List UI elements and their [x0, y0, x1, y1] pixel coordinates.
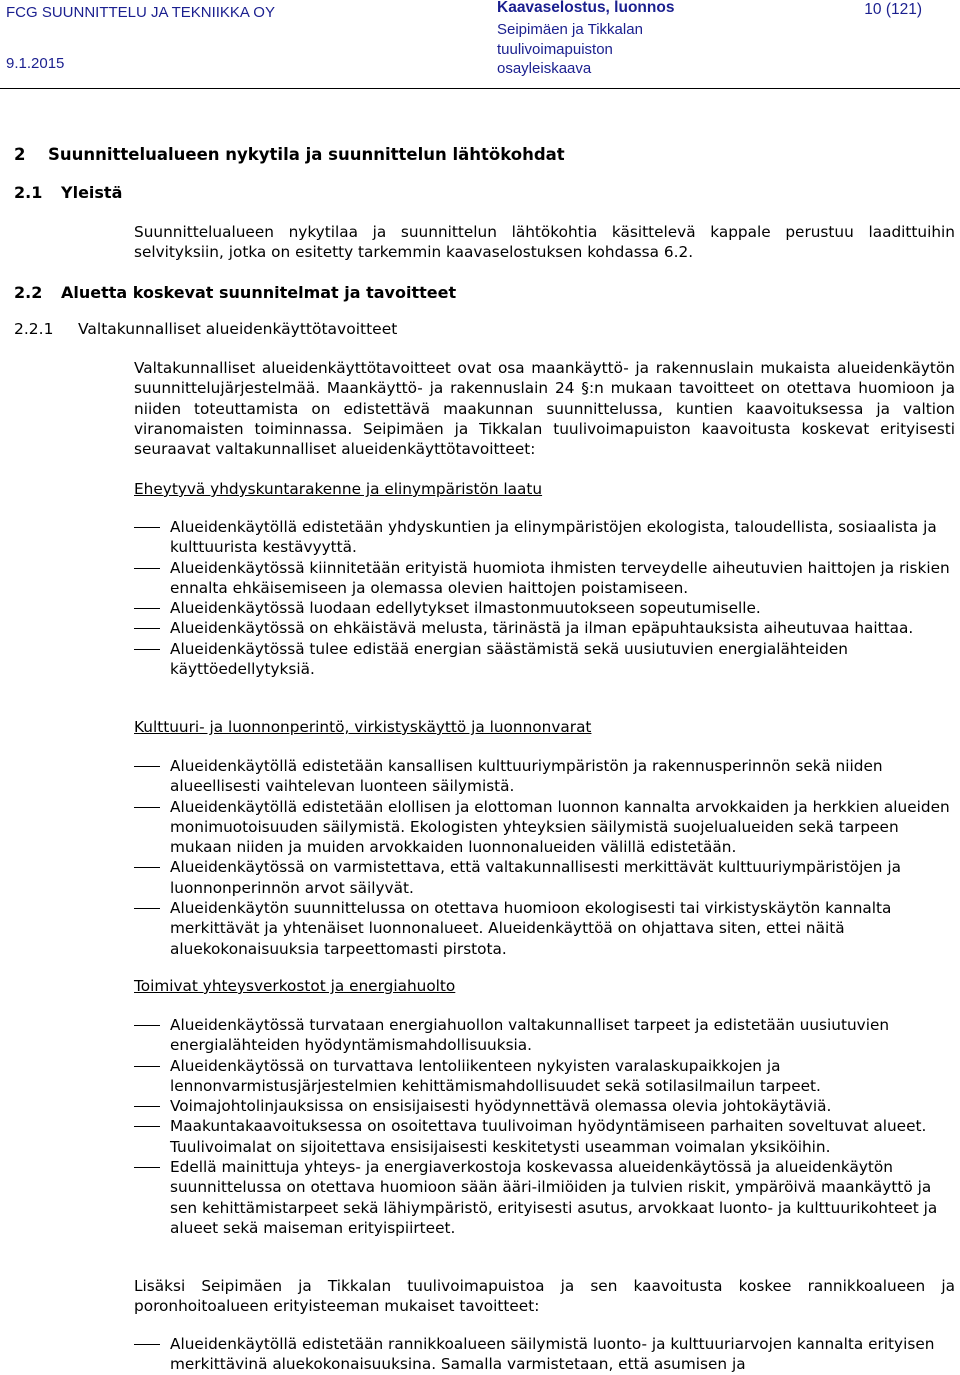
addition-list [134, 1334, 956, 1375]
addition-text: Lisäksi Seipimäen ja Tikkalan tuulivoimapuistoa ja sen kaavoitusta koskee rannikkoalueen ja poronhoitoalueen erityisteeman mukaiset tavoitteet: [134, 1277, 955, 1316]
section-2-2-1-heading [14, 320, 397, 338]
header-doc-title: Kaavaselostus, luonnos [497, 0, 675, 16]
section-2-2-heading [14, 283, 456, 302]
list-item: Voimajohtolinjauksissa on ensisijaisesti hyödynnettävä olemassa olevia johtokäytäviä. [134, 1096, 956, 1116]
list-item: Alueidenkäytöllä edistetään kansallisen kulttuuriympäristön ja rakennusperinnön sekä niiden alueellisesti vaihtelevan luonteen säilymistä. [134, 756, 956, 797]
list-item: Maakuntakaavoituksessa on osoitettava tuulivoiman hyödyntämiseen parhaiten soveltuvat alueet. Tuulivoimalat on sijoitettava ensisijaisesti keskitetysti useamman voimalan yksiköihin. [134, 1116, 956, 1157]
header-left [6, 0, 275, 76]
header-page-number: 10 (121) [864, 1, 922, 18]
header-date: 9.1.2015 [6, 55, 65, 72]
header-doc-line2: Seipimäen ja Tikkalan [497, 21, 643, 38]
list-item: Alueidenkäytössä on ehkäistävä melusta, tärinästä ja ilman epäpuhtauksista aiheutuvaa haittaa. [134, 618, 956, 638]
section-2-1-heading [14, 183, 122, 202]
list-item: Alueidenkäytöllä edistetään rannikkoalueen säilymistä luonto- ja kulttuuriarvojen kannalta erityisen merkittävinä aluekokonaisuuksina. Samalla varmistetaan, että asumisen ja [134, 1334, 956, 1375]
header-doc-line3: tuulivoimapuiston [497, 40, 613, 58]
list-item: Alueidenkäytössä on turvattava lentoliikenteen nykyisten varalaskupaikkojen ja lennonvarmistusjärjestelmien kehittämismahdollisuudet sekä sotilasilmailun tarpeet. [134, 1056, 956, 1097]
group-2-list [134, 756, 956, 959]
section-2-1-number: 2.1 [14, 183, 43, 202]
header-org: FCG SUUNNITTELU JA TEKNIIKKA OY [6, 4, 275, 21]
group-1-list [134, 517, 956, 679]
section-2-1-title: Yleistä [61, 183, 123, 202]
section-2-2-number: 2.2 [14, 283, 43, 302]
section-2-2-1-number: 2.2.1 [14, 320, 54, 338]
page-header [0, 0, 960, 92]
section-2-number: 2 [14, 145, 26, 164]
group-1-title: Eheytyvä yhdyskuntarakenne ja elinympäristön laatu [134, 480, 543, 498]
list-item: Alueidenkäytössä kiinnitetään erityistä huomiota ihmisten terveydelle aiheutuvien haittojen ja riskien ennalta ehkäisemiseen ja olemassa olevien haittojen poistamiseen. [134, 558, 956, 599]
group-3-list [134, 1015, 956, 1238]
section-2-2-title: Aluetta koskevat suunnitelmat ja tavoitteet [61, 283, 457, 302]
section-2-title: Suunnittelualueen nykytila ja suunnittelun lähtökohdat [48, 145, 565, 164]
group-2-title: Kulttuuri- ja luonnonperintö, virkistyskäyttö ja luonnonvarat [134, 718, 592, 736]
group-3-title: Toimivat yhteysverkostot ja energiahuolto [134, 977, 456, 995]
list-item: Alueidenkäytössä turvataan energiahuollon valtakunnalliset tarpeet ja edistetään uusiutuvien energialähteiden hyödyntämismahdollisuuksia. [134, 1015, 956, 1056]
list-item: Alueidenkäytöllä edistetään elollisen ja elottoman luonnon kannalta arvokkaiden ja herkkien alueiden monimuotoisuuden säilymistä. Ekologisten yhteyksien säilymistä suojelualueiden sekä tarpeen mukaan niiden ja muiden arvokkaiden luonnonalueiden välillä edistetään. [134, 797, 956, 858]
section-2-2-1-title: Valtakunnalliset alueidenkäyttötavoitteet [78, 320, 398, 338]
section-2-heading [14, 145, 565, 164]
list-item: Alueidenkäytön suunnittelussa on otettava huomioon ekologisesti tai virkistyskäytön kannalta merkittävät ja yhtenäiset luonnonalueet. Alueidenkäyttöä on ohjattava siten, ettei näitä aluekokonaisuuksia tarpeettomasti pirstota. [134, 898, 956, 959]
list-item: Alueidenkäytössä tulee edistää energian säästämistä sekä uusiutuvien energialähteiden käyttöedellytyksiä. [134, 639, 956, 680]
section-2-1-text: Suunnittelualueen nykytilaa ja suunnittelun lähtökohtia käsittelevä kappale perustuu laadittuihin selvityksiin, jotka on esitetty tarkemmin kaavaselostuksen kohdassa 6.2. [134, 223, 955, 262]
list-item: Alueidenkäytössä on varmistettava, että valtakunnallisesti merkittävät kulttuuriympäristöjen ja luonnonperinnön arvot säilyvät. [134, 857, 956, 898]
list-item: Alueidenkäytössä luodaan edellytykset ilmastonmuutokseen sopeutumiselle. [134, 598, 956, 618]
list-item: Edellä mainittuja yhteys- ja energiaverkostoja koskevassa alueidenkäytössä ja alueidenkäytön suunnittelussa on otettava huomioon sään ääri-ilmiöiden ja tulvien riskit, ympäröivä maankäyttö ja sen kehittämistarpeet sekä lähiympäristö, erityisesti asutus, arvokkaat luonto- ja kulttuurikohteet ja alueet sekä maiseman erityispiirteet. [134, 1157, 956, 1238]
list-item: Alueidenkäytöllä edistetään yhdyskuntien ja elinympäristöjen ekologista, taloudellista, sosiaalista ja kulttuurista kestävyyttä. [134, 517, 956, 558]
header-divider [0, 88, 960, 89]
header-doc-line4: osayleiskaava [497, 60, 592, 77]
section-2-2-1-text: Valtakunnalliset alueidenkäyttötavoitteet ovat osa maankäyttö- ja rakennuslain mukaista alueidenkäytön suunnittelujärjestelmää. Maankäyttö- ja rakennuslain 24 §:n mukaan tavoitteet on otettava huomioon ja niiden toteuttamista on edistettävä maakunnan suunnittelussa, kuntien kaavoituksessa ja valtion viranomaisten toiminnassa. Seipimäen ja Tikkalan tuulivoimapuiston kaavoitusta koskevat erityisesti seuraavat valtakunnalliset alueidenkäyttötavoitteet: [134, 359, 955, 459]
header-document-title [497, 0, 674, 79]
